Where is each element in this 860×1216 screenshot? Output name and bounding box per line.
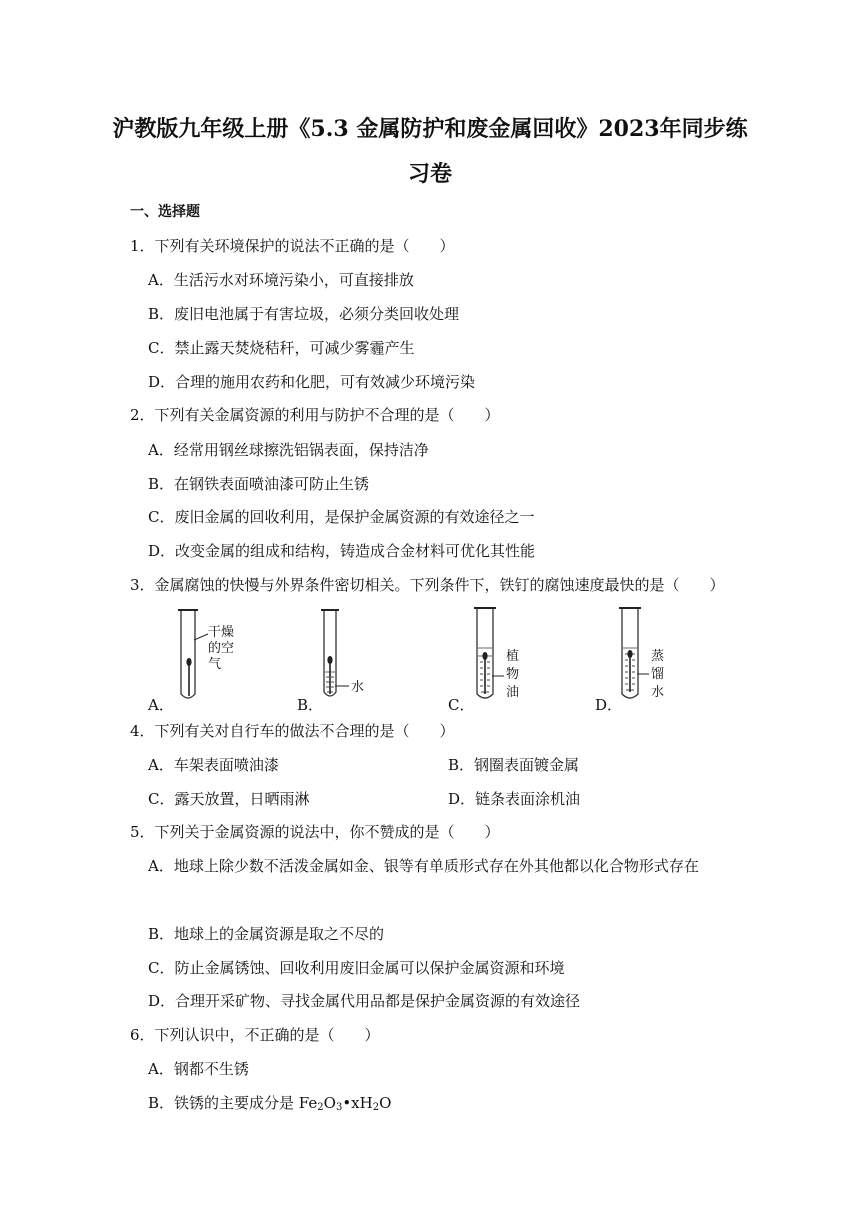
q4-option-b: B．钢圈表面镀金属: [448, 756, 580, 774]
doc-title-line2: 习卷: [407, 161, 452, 187]
q5-option-c: C．防止金属锈蚀、回收利用废旧金属可以保护金属资源和环境: [148, 959, 565, 977]
tube-a-diagram: [170, 606, 250, 706]
tube-c-label-3: 油: [506, 685, 520, 700]
q4-stem: 4．下列有关对自行车的做法不合理的是（ ）: [130, 722, 455, 740]
tube-d-label-1: 蒸: [651, 649, 665, 664]
q4-option-d: D．链条表面涂机油: [448, 790, 581, 808]
tube-c-label-1: 植: [506, 649, 520, 664]
tube-b-diagram: [315, 606, 395, 706]
q3-stem: 3．金属腐蚀的快慢与外界条件密切相关。下列条件下，铁钉的腐蚀速度最快的是（ ）: [130, 576, 725, 594]
tube-d-label-2: 馏: [651, 667, 665, 682]
section-heading: 一、选择题: [130, 204, 200, 220]
q2-option-d: D．改变金属的组成和结构，铸造成合金材料可优化其性能: [148, 542, 536, 560]
subscript: 2: [317, 1102, 324, 1113]
tube-d-label-3: 水: [651, 685, 665, 700]
q2-option-b: B．在钢铁表面喷油漆可防止生锈: [148, 475, 370, 493]
tube-b-label: 水: [351, 680, 365, 695]
q3-option-a-label: A．: [148, 696, 174, 714]
q5-stem: 5．下列关于金属资源的说法中，你不赞成的是（ ）: [130, 823, 500, 841]
q5-option-b: B．地球上的金属资源是取之不尽的: [148, 925, 385, 943]
q6-option-b-text: B．铁锈的主要成分是 Fe: [148, 1094, 318, 1112]
q4-option-a: A．车架表面喷油漆: [148, 756, 279, 774]
q1-option-d: D．合理的施用农药和化肥，可有效减少环境污染: [148, 373, 476, 391]
tube-a-label-1: 干燥: [208, 625, 235, 640]
q3-option-c-label: C．: [448, 696, 475, 714]
q1-option-b: B．废旧电池属于有害垃圾，必须分类回收处理: [148, 305, 460, 323]
q6-option-b: [148, 1093, 391, 1113]
tube-d-diagram: [615, 604, 705, 706]
tube-a-label-2: 的空: [208, 641, 235, 656]
subscript: 3: [335, 1102, 343, 1113]
q2-option-a: A．经常用钢丝球擦洗铝锅表面，保持洁净: [148, 441, 429, 459]
q5-option-a: A．地球上除少数不活泼金属如金、银等有单质形式存在外其他都以化合物形式存在: [148, 857, 699, 875]
formula-part: •xH: [342, 1094, 373, 1112]
q1-option-a: A．生活污水对环境污染小，可直接排放: [148, 271, 414, 289]
q2-option-c: C．废旧金属的回收利用，是保护金属资源的有效途径之一: [148, 508, 535, 526]
q1-stem: 1．下列有关环境保护的说法不正确的是（ ）: [130, 237, 455, 255]
doc-title-line1: 沪教版九年级上册《5.3 金属防护和废金属回收》2023年同步练: [112, 116, 748, 142]
tube-c-label-2: 物: [506, 667, 520, 682]
formula-part: O: [323, 1094, 336, 1112]
q6-stem: 6．下列认识中，不正确的是（ ）: [130, 1026, 380, 1044]
q3-option-b-label: B．: [297, 696, 324, 714]
q2-stem: 2．下列有关金属资源的利用与防护不合理的是（ ）: [130, 406, 500, 424]
q4-option-c: C．露天放置，日晒雨淋: [148, 790, 310, 808]
q5-option-d: D．合理开采矿物、寻找金属代用品都是保护金属资源的有效途径: [148, 992, 581, 1010]
q1-option-c: C．禁止露天焚烧秸秆，可减少雾霾产生: [148, 339, 415, 357]
q6-option-a: A．钢都不生锈: [148, 1060, 249, 1078]
tube-c-diagram: [470, 604, 560, 706]
subscript: 2: [372, 1102, 380, 1113]
q3-option-d-label: D．: [595, 696, 623, 714]
formula-part: O: [379, 1094, 392, 1112]
tube-a-label-3: 气: [208, 657, 222, 672]
